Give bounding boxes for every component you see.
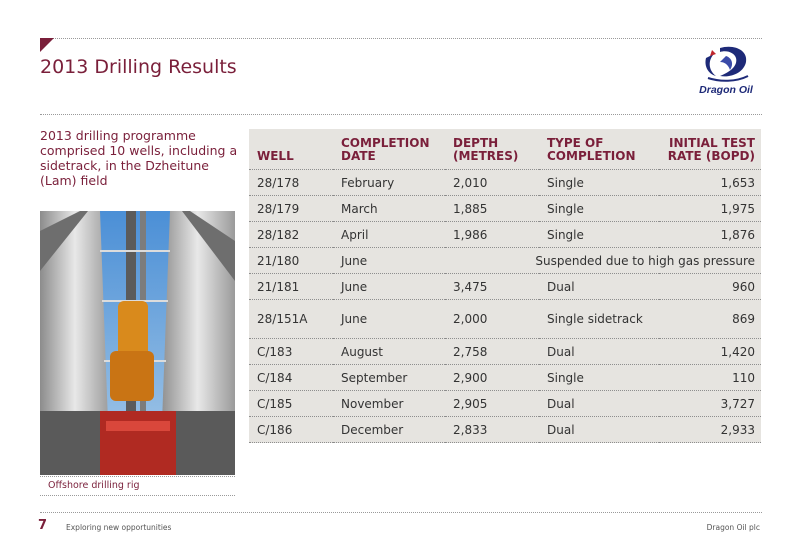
type-cell: Dual [539,417,659,443]
table-row [249,365,761,391]
well-cell: 21/181 [249,274,333,300]
intro-text: 2013 drilling programme comprised 10 wells, including a sidetrack, in the Dzheitune (Lam) field [40,128,238,188]
depth-cell: 3,475 [445,274,539,300]
header-divider [40,114,762,115]
well-cell: C/186 [249,417,333,443]
drilling-rig-photo [40,211,235,475]
table-row [249,222,761,248]
date-cell: February [333,170,445,196]
date-cell: June [333,274,445,300]
corner-accent [40,38,54,52]
rate-cell: 869 [659,300,761,339]
well-cell: 28/151A [249,300,333,339]
header-type: TYPE OF COMPLETION [539,129,659,170]
depth-cell: 2,833 [445,417,539,443]
top-divider [40,38,762,39]
depth-cell: 1,885 [445,196,539,222]
well-cell: 21/180 [249,248,333,274]
type-cell: Dual [539,339,659,365]
company-logo [686,44,766,100]
caption-bottom-divider [40,495,235,496]
date-cell: April [333,222,445,248]
depth-cell: 1,986 [445,222,539,248]
type-cell: Dual [539,274,659,300]
table-row [249,274,761,300]
depth-cell: 2,000 [445,300,539,339]
type-cell: Single [539,365,659,391]
type-cell: Dual [539,391,659,417]
header-completion-date: COMPLETION DATE [333,129,445,170]
table-row [249,196,761,222]
date-cell: December [333,417,445,443]
rate-cell: 960 [659,274,761,300]
date-cell: September [333,365,445,391]
date-cell: June [333,300,445,339]
photo-caption: Offshore drilling rig [48,480,140,491]
type-cell: Single [539,222,659,248]
rate-cell: 1,420 [659,339,761,365]
rate-cell: 1,653 [659,170,761,196]
date-cell: August [333,339,445,365]
header-depth: DEPTH (METRES) [445,129,539,170]
page-number: 7 [38,518,48,533]
table-row [249,248,761,274]
header-well: WELL [249,129,333,170]
rate-cell: 1,876 [659,222,761,248]
type-cell: Single [539,170,659,196]
table-row [249,391,761,417]
well-cell: C/183 [249,339,333,365]
date-cell: June [333,248,445,274]
caption-top-divider [40,476,235,477]
rate-cell: 1,975 [659,196,761,222]
depth-cell: 2,758 [445,339,539,365]
depth-cell: 2,010 [445,170,539,196]
rate-cell: 2,933 [659,417,761,443]
table-row [249,417,761,443]
logo-text: Dragon Oil [699,84,753,96]
well-cell: 28/178 [249,170,333,196]
table-row [249,339,761,365]
type-cell: Single [539,196,659,222]
table-row [249,300,761,339]
well-cell: C/185 [249,391,333,417]
footer-tagline: Exploring new opportunities [66,523,172,532]
rate-cell: 110 [659,365,761,391]
dragon-logo-icon [686,44,766,86]
type-cell: Single sidetrack [539,300,659,339]
date-cell: March [333,196,445,222]
footer-company: Dragon Oil plc [706,523,760,532]
well-cell: 28/179 [249,196,333,222]
depth-cell: 2,900 [445,365,539,391]
drilling-results-table [249,129,761,443]
depth-cell: 2,905 [445,391,539,417]
header-rate: INITIAL TEST RATE (BOPD) [659,129,761,170]
well-cell: C/184 [249,365,333,391]
rate-cell: 3,727 [659,391,761,417]
suspended-note-cell: Suspended due to high gas pressure [445,248,761,274]
well-cell: 28/182 [249,222,333,248]
table-row [249,170,761,196]
footer-divider [40,512,762,513]
table-header-row [249,129,761,170]
page-title: 2013 Drilling Results [40,56,237,78]
date-cell: November [333,391,445,417]
